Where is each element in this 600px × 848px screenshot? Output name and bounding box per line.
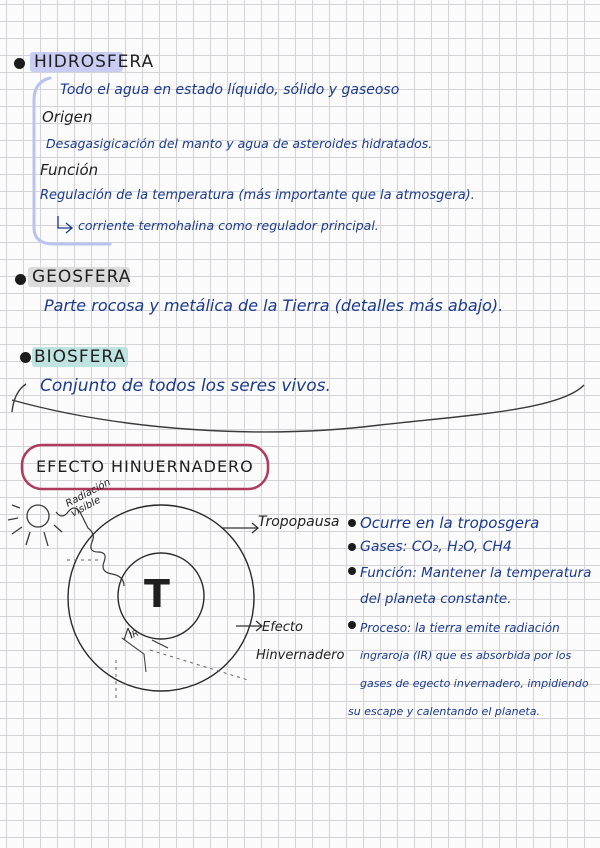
point-line: Función: Mantener la temperatura (360, 565, 592, 581)
point-bullet (348, 519, 356, 527)
dashed-line-4 (122, 638, 146, 672)
radiacion-label: Radiación visible (64, 476, 113, 520)
point-line: Gases: CO₂, H₂O, CH4 (360, 539, 512, 555)
point-bullet (348, 567, 356, 575)
point-line: gases de egecto invernadero, impidiendo (360, 677, 589, 690)
point-line: Ocurre en la troposgera (360, 514, 540, 532)
funcion-label: Función (40, 161, 99, 179)
point-item (348, 536, 596, 558)
point-bullet (348, 621, 356, 629)
point-item (348, 560, 596, 612)
efecto-label-1: Efecto (262, 620, 303, 635)
origen-label: Origen (42, 108, 93, 126)
sub-arrow-icon (58, 216, 72, 233)
geosfera-bullet (15, 274, 26, 285)
geosfera-title: GEOSFERA (32, 267, 132, 287)
point-line: su escape y calentando el planeta. (348, 705, 540, 718)
funcion-text: Regulación de la temperatura (más importante que la atmosgera). (40, 188, 475, 203)
point-item (348, 512, 596, 534)
biosfera-title: BIOSFERA (34, 347, 127, 367)
biosfera-text: Conjunto de todos los seres vivos. (40, 376, 331, 396)
efecto-label-2: Hinvernadero (256, 648, 345, 663)
point-item (348, 614, 596, 726)
point-line: Proceso: la tierra emite radiación (360, 621, 560, 635)
hidrosfera-bullet (14, 58, 25, 69)
earth-letter: T (144, 572, 170, 616)
tropopausa-label: Tropopausa (258, 514, 340, 530)
point-line: del planeta constante. (360, 591, 512, 607)
biosfera-bullet (20, 352, 31, 363)
sun-icon (8, 505, 62, 546)
ir-label: IR (128, 628, 141, 642)
point-bullet (348, 543, 356, 551)
point-line: ingraroja (IR) que es absorbida por los (360, 649, 572, 662)
hidrosfera-title: HIDROSFERA (34, 52, 155, 72)
dashed-line-3 (150, 650, 248, 680)
funcion-sub-text: corriente termohalina como regulador principal. (78, 218, 379, 233)
tropopausa-arrow (222, 523, 258, 533)
origen-text: Desagasigicación del manto y agua de asteroides hidratados. (46, 136, 433, 151)
efecto-points-list (348, 512, 596, 726)
geosfera-text: Parte rocosa y metálica de la Tierra (detalles más abajo). (44, 296, 504, 315)
efecto-title: EFECTO HINUERNADERO (36, 457, 254, 476)
radiation-wave (56, 508, 124, 586)
hidrosfera-definition: Todo el agua en estado líquido, sólido y gaseoso (60, 82, 400, 98)
